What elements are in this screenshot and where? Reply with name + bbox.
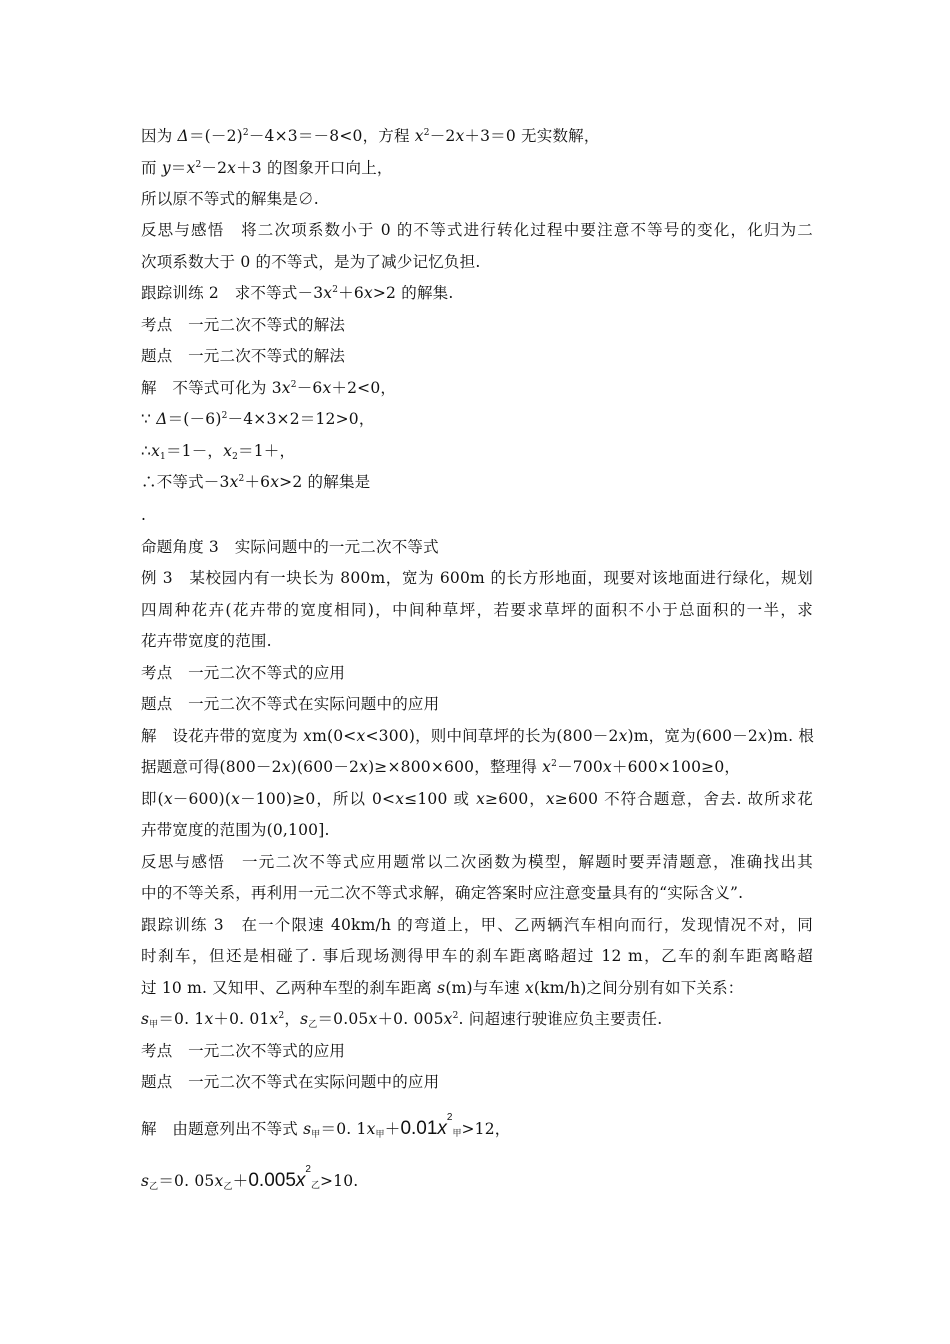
text-line: 因为 $\Delta=(-2)^2-4\times 3=-8<0$，方程 $x^2-2x+3=0$ 无实数解， — [141, 127, 600, 145]
text-line: 题点 一元二次不等式在实际问题中的应用 — [141, 1073, 440, 1091]
text-line: 而 $y=x^2-2x+3$ 的图象开口向上， — [141, 159, 393, 177]
text-line: ∴不等式$-3x^2+6x>2$ 的解集是 — [141, 473, 371, 491]
text-line: 据题意可得(800－2x)(600－2x)≥×800×600，整理得 $x^2-700x+600\times 100\ge 0$， — [141, 758, 741, 776]
text-line: 次项系数大于 0 的不等式，是为了减少记忆负担. — [141, 253, 481, 271]
text-line: 解 设花卉带的宽度为 xm(0<x<300)，则中间草坪的长为(800－2x)m，宽为(600－2x)m. 根 — [141, 727, 815, 745]
formula-term: $0.005x^2$乙 — [248, 1164, 320, 1191]
text-line: 考点 一元二次不等式的应用 — [141, 664, 346, 682]
text-line: 卉带宽度的范围为(0,100]. — [141, 821, 330, 839]
formula-term: $0.01x^2$甲 — [400, 1112, 462, 1139]
text-line: 考点 一元二次不等式的解法 — [141, 316, 346, 334]
text-line: $s_甲=0$. 1x＋0. $01x^2$，$s_乙=0.05x+0$. $005x^2$. 问超速行驶谁应负主要责任. — [141, 1010, 663, 1030]
text-line: 命题角度 3 实际问题中的一元二次不等式 — [141, 538, 439, 556]
text-line: $s_乙=0$. $05x_乙+0.005x^2$乙>10. — [141, 1164, 359, 1192]
text-line: 过 10 m. 又知甲、乙两种车型的刹车距离 s(m)与车速 x(km/h)之间分别有如下关系： — [141, 979, 744, 997]
text-line: 即(x－600)(x－100)≥0，所以 0<x≤100 或 x≥600，x≥600 不符合题意，舍去. 故所求花 — [141, 790, 814, 808]
text-line: 解 不等式可化为 $3x^2-6x+2<0$， — [141, 379, 397, 397]
text-line: ∵ $\Delta=(-6)^2-4\times 3\times 2=12>0$， — [141, 410, 375, 428]
text-line: $\therefore x_1=1-$，$x_2=1+$， — [141, 442, 296, 462]
text-line: 所以原不等式的解集是∅. — [141, 190, 319, 208]
text-line: 解 由题意列出不等式 $s_甲=0$. $1x_甲+0.01x^2$甲>12， — [141, 1112, 511, 1140]
text-line: 题点 一元二次不等式在实际问题中的应用 — [141, 695, 440, 713]
text-line: 反思与感悟 一元二次不等式应用题常以二次函数为模型，解题时要弄清题意，准确找出其 — [141, 853, 813, 871]
text-line: 考点 一元二次不等式的应用 — [141, 1042, 346, 1060]
text-line: 反思与感悟 将二次项系数小于 0 的不等式进行转化过程中要注意不等号的变化，化归为二 — [141, 221, 813, 239]
text-line: 时刹车，但还是相碰了. 事后现场测得甲车的刹车距离略超过 12 m，乙车的刹车距离略超 — [141, 947, 813, 965]
text-line: 花卉带宽度的范围. — [141, 632, 272, 650]
text-line: 中的不等关系，再利用一元二次不等式求解，确定答案时应注意变量具有的“实际含义”. — [141, 884, 744, 902]
text-line: 跟踪训练 2 求不等式$-3x^2+6x>2$ 的解集. — [141, 284, 454, 302]
text-line: 例 3 某校园内有一块长为 800m，宽为 600m 的长方形地面，现要对该地面进行绿化，规划 — [141, 569, 813, 587]
text-line: . — [141, 506, 147, 524]
text-line: 跟踪训练 3 在一个限速 40km/h 的弯道上，甲、乙两辆汽车相向而行，发现情况不对，同 — [141, 916, 813, 934]
text-line: 四周种花卉(花卉带的宽度相同)，中间种草坪，若要求草坪的面积不小于总面积的一半，求 — [141, 601, 813, 619]
text-line: 题点 一元二次不等式的解法 — [141, 347, 346, 365]
